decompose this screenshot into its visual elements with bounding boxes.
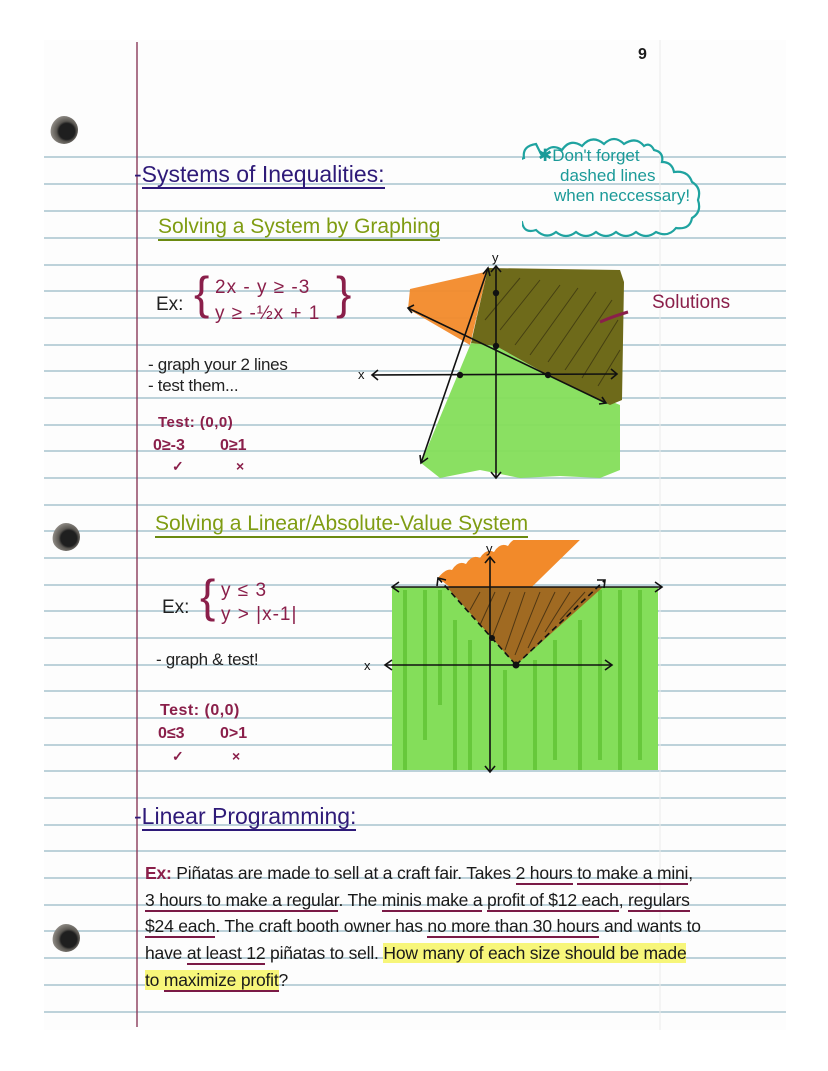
- underlined-profit-mini: profit of $12 each: [487, 889, 619, 910]
- cross-mark-icon-2: ×: [232, 748, 241, 764]
- solutions-label: Solutions: [652, 292, 731, 313]
- step-test: - test them...: [148, 376, 239, 395]
- y-axis-label-2: y: [486, 541, 493, 556]
- check-mark-icon: ✓: [172, 458, 184, 474]
- underlined-hours-limit: no more than 30 hours: [427, 916, 600, 937]
- example-label-3: Ex:: [145, 863, 172, 883]
- left-brace: {: [194, 267, 210, 319]
- x-axis-label: x: [358, 367, 365, 382]
- subheading-absolute-value: Solving a Linear/Absolute-Value System: [155, 512, 528, 538]
- graph-linear-system: [350, 240, 770, 490]
- test-result-3: 0≤3: [158, 725, 185, 742]
- cloud-note-line-1: ✱Don't forget: [538, 146, 640, 165]
- binder-hole-bottom: [52, 924, 80, 952]
- step-graph-lines: - graph your 2 lines: [148, 355, 288, 374]
- test-point-label: Test: (0,0): [158, 414, 234, 431]
- test-point-label-2: Test: (0,0): [160, 702, 240, 719]
- text-span: . The craft booth owner has: [215, 916, 428, 937]
- equation-4: y > |x-1|: [221, 604, 298, 625]
- test-result-4: 0>1: [220, 725, 248, 742]
- question-text: How many of each size should be made to: [145, 943, 687, 990]
- graph-absolute-value-system: [360, 540, 680, 780]
- text-span: ?: [278, 969, 289, 990]
- example-label: Ex:: [156, 294, 184, 315]
- binder-hole-top: [50, 116, 78, 144]
- underlined-make-mini: to make a mini: [577, 863, 689, 883]
- heading-text-2: Linear Programming:: [141, 803, 357, 829]
- equation-2: y ≥ -½x + 1: [215, 303, 321, 324]
- binder-hole-middle: [52, 523, 80, 551]
- text-span: and wants to have: [145, 916, 701, 964]
- example-label-2: Ex:: [162, 597, 190, 618]
- underlined-maximize-profit: maximize profit: [163, 969, 279, 990]
- underlined-minis-make: minis make a: [381, 889, 483, 910]
- text-span: . The: [338, 889, 382, 910]
- text-span: ,: [618, 889, 629, 910]
- underlined-min-pinatas: at least 12: [186, 943, 266, 964]
- cloud-note-line-3: when neccessary!: [554, 186, 691, 205]
- underlined-hours-mini: 2 hours: [515, 863, 573, 883]
- page-number: 9: [638, 46, 647, 63]
- heading-text: Systems of Inequalities:: [141, 161, 385, 187]
- check-mark-icon-2: ✓: [172, 748, 184, 764]
- section-heading-linear-programming: [134, 803, 356, 830]
- subheading-graphing: Solving a System by Graphing: [158, 215, 440, 241]
- cloud-note-line-2: dashed lines: [560, 166, 656, 185]
- cloud-note: [538, 146, 690, 206]
- cross-mark-icon: ×: [236, 458, 245, 474]
- section-heading-systems: [134, 161, 385, 188]
- left-brace-2: {: [200, 570, 216, 622]
- y-axis-label: y: [492, 250, 499, 265]
- test-result-1: 0≥-3: [153, 437, 185, 454]
- text-span: piñatas to sell.: [265, 943, 384, 964]
- heading-dash: -: [134, 161, 142, 187]
- text-span: ,: [688, 863, 693, 883]
- step-graph-test: - graph & test!: [156, 650, 259, 669]
- equation-3: y ≤ 3: [221, 580, 268, 601]
- underlined-hours-regular: 3 hours to make a regular: [145, 889, 339, 910]
- right-brace: }: [336, 267, 352, 319]
- underlined-profit-regular: regulars $24 each: [145, 889, 690, 937]
- test-result-2: 0≥1: [220, 437, 247, 454]
- equation-1: 2x - y ≥ -3: [215, 277, 311, 298]
- heading-dash-2: -: [134, 803, 142, 829]
- x-axis-label-2: x: [364, 658, 371, 673]
- text-span: Piñatas are made to sell at a craft fair. Takes: [171, 863, 516, 883]
- linear-programming-example: [145, 860, 705, 994]
